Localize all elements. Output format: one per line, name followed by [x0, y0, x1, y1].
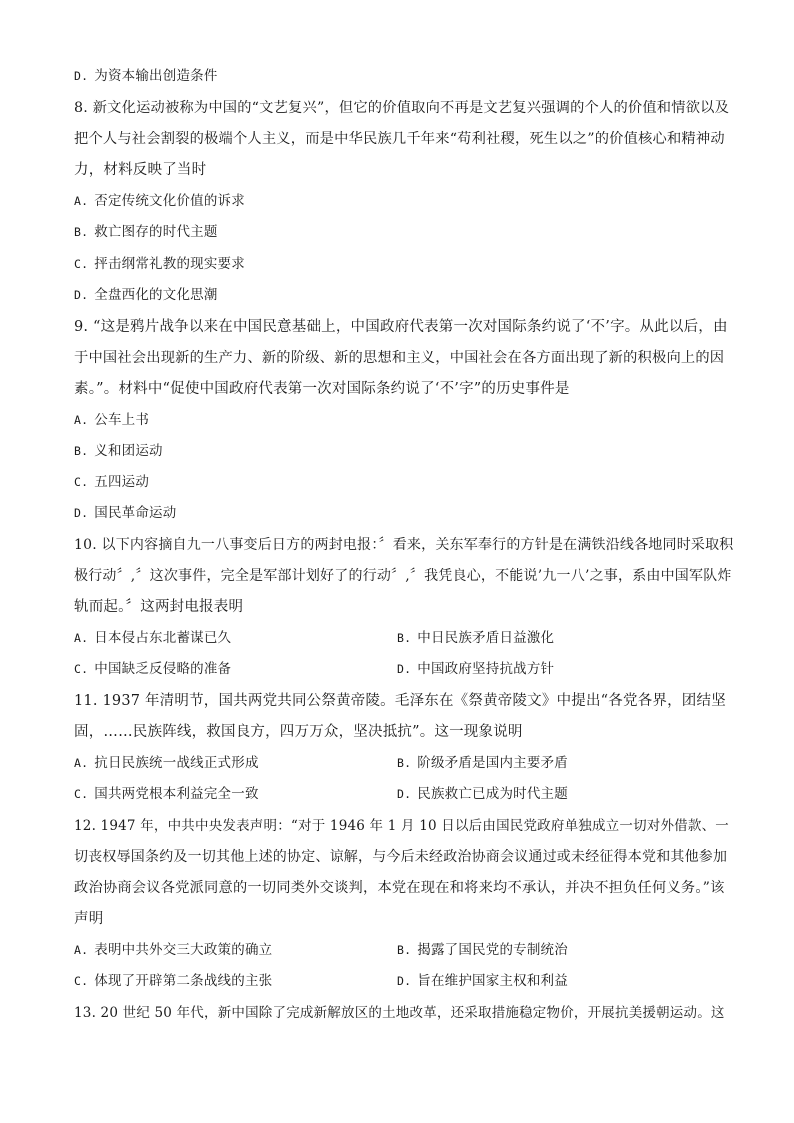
q9-option-c[interactable] — [74, 472, 149, 492]
option-letter: C. — [74, 787, 89, 801]
option-letter: D. — [74, 506, 89, 520]
q11-option-d[interactable] — [397, 784, 568, 804]
option-letter: A. — [74, 631, 89, 645]
option-letter: A. — [74, 943, 89, 957]
q9-stem-line-1: 9. “这是鸦片战争以来在中国民意基础上，中国政府代表第一次对国际条约说了‘不’字。从此以后，由 — [74, 319, 728, 335]
option-letter: D. — [74, 69, 89, 83]
q12-stem-line-2: 切丧权辱国条约及一切其他上述的协定、谅解，与今后未经政治协商会议通过或未经征得本党和其他参加 — [74, 849, 728, 865]
option-text: 为资本输出创造条件 — [94, 68, 218, 84]
q10-stem-line-1: 10. 以下内容摘自九一八事变后日方的两封电报：〞看来，关东军奉行的方针是在满铁沿线各地同时采取积 — [74, 537, 734, 553]
q10-stem-line-2: 极行动〞,〞这次事件，完全是军部计划好了的行动〞,〞我凭良心，不能说’九一八’之事，系由中国军队炸 — [74, 568, 732, 584]
q10-option-b[interactable] — [397, 628, 554, 648]
q12-stem-line-4: 声明 — [74, 911, 104, 927]
q8-option-a[interactable] — [74, 191, 245, 211]
option-text: 抨击纲常礼教的现实要求 — [94, 256, 245, 272]
q8-stem-line-1: 8. 新文化运动被称为中国的“文艺复兴”，但它的价值取向不再是文艺复兴强调的个人的价值和情欲以及 — [74, 100, 730, 116]
q10-option-c[interactable] — [74, 659, 231, 679]
q11-option-c[interactable] — [74, 784, 259, 804]
option-letter: D. — [397, 974, 412, 988]
q9-stem-line-3: 素。”。材料中“促使中国政府代表第一次对国际条约说了‘不’字”的历史事件是 — [74, 381, 570, 397]
option-text: 民族救亡已成为时代主题 — [417, 786, 568, 802]
option-text: 中日民族矛盾日益激化 — [417, 630, 555, 646]
q9-option-d[interactable] — [74, 503, 176, 523]
option-letter: B. — [74, 444, 89, 458]
q8-option-b[interactable] — [74, 222, 218, 242]
q9-stem-line-2: 于中国社会出现新的生产力、新的阶级、新的思想和主义，中国社会在各方面出现了新的积极向上的因 — [74, 350, 725, 366]
option-text: 义和团运动 — [94, 443, 163, 459]
q11-option-b[interactable] — [397, 753, 568, 773]
q12-option-b[interactable] — [397, 940, 568, 960]
option-text: 揭露了国民党的专制统治 — [417, 942, 568, 958]
option-text: 抗日民族统一战线正式形成 — [94, 755, 259, 771]
option-letter: B. — [74, 225, 89, 239]
option-letter: D. — [397, 662, 412, 676]
option-letter: C. — [74, 974, 89, 988]
option-text: 公车上书 — [94, 412, 150, 428]
option-text: 国民革命运动 — [94, 505, 177, 521]
option-text: 中国缺乏反侵略的准备 — [94, 661, 232, 677]
option-text: 救亡图存的时代主题 — [94, 224, 218, 240]
option-letter: A. — [74, 413, 89, 427]
q12-option-c[interactable] — [74, 971, 272, 991]
q10-option-d[interactable] — [397, 659, 554, 679]
q11-stem-line-1: 11. 1937 年清明节，国共两党共同公祭黄帝陵。毛泽东在《祭黄帝陵文》中提出“各党各界，团结坚 — [74, 693, 726, 709]
option-text: 中国政府坚持抗战方针 — [417, 661, 555, 677]
option-text: 旨在维护国家主权和利益 — [417, 973, 568, 989]
q9-option-b[interactable] — [74, 441, 163, 461]
option-letter: D. — [74, 288, 89, 302]
option-letter: D. — [397, 787, 412, 801]
q12-stem-line-3: 政治协商会议各党派同意的一切同类外交谈判，本党在现在和将来均不承认，并决不担负任何义务。”该 — [74, 880, 725, 896]
option-letter: B. — [397, 756, 412, 770]
option-letter: B. — [397, 631, 412, 645]
option-text: 否定传统文化价值的诉求 — [94, 193, 245, 209]
q11-stem-line-2: 固，……民族阵线，救国良方，四万万众，坚决抵抗”。这一现象说明 — [74, 724, 523, 740]
option-text: 国共两党根本利益完全一致 — [94, 786, 259, 802]
option-letter: C. — [74, 257, 89, 271]
option-letter: C. — [74, 475, 89, 489]
q12-option-a[interactable] — [74, 940, 272, 960]
option-letter: C. — [74, 662, 89, 676]
option-letter: A. — [74, 194, 89, 208]
option-text: 全盘西化的文化思潮 — [94, 287, 218, 303]
q12-option-d[interactable] — [397, 971, 568, 991]
option-letter: B. — [397, 943, 412, 957]
q8-option-c[interactable] — [74, 254, 245, 274]
option-text: 体现了开辟第二条战线的主张 — [94, 973, 273, 989]
q10-stem-line-3: 轨而起。〞这两封电报表明 — [74, 599, 244, 615]
q8-stem-line-2: 把个人与社会割裂的极端个人主义，而是中华民族几千年来“苟利社稷，死生以之”的价值核心和精神动 — [74, 131, 725, 147]
option-text: 五四运动 — [94, 474, 150, 490]
option-text: 日本侵占东北蓄谋已久 — [94, 630, 232, 646]
q9-option-a[interactable] — [74, 410, 149, 430]
option-letter: A. — [74, 756, 89, 770]
q12-stem-line-1: 12. 1947 年，中共中央发表声明：“对于 1946 年 1 月 10 日以后由国民党政府单独成立一切对外借款、一 — [74, 818, 729, 834]
q7-option-d[interactable] — [74, 66, 218, 86]
q8-option-d[interactable] — [74, 285, 218, 305]
q10-option-a[interactable] — [74, 628, 231, 648]
q11-option-a[interactable] — [74, 753, 259, 773]
option-text: 表明中共外交三大政策的确立 — [94, 942, 273, 958]
q8-stem-line-3: 力，材料反映了当时 — [74, 162, 207, 178]
option-text: 阶级矛盾是国内主要矛盾 — [417, 755, 568, 771]
q13-stem-line-1: 13. 20 世纪 50 年代，新中国除了完成新解放区的土地改革，还采取措施稳定物价，开展抗美援朝运动。这 — [74, 1005, 725, 1021]
